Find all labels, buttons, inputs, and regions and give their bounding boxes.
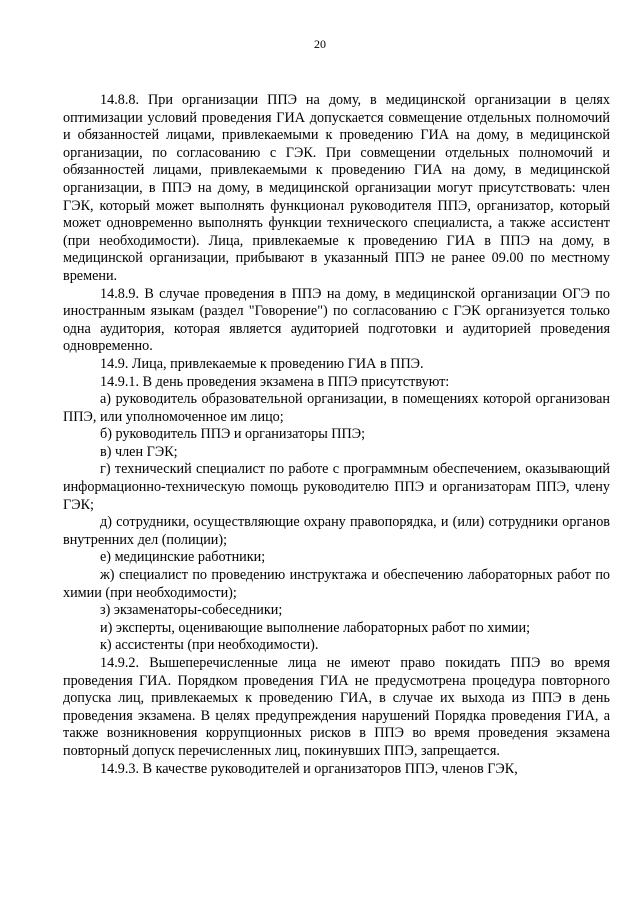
list-item-z: з) экзаменаторы-собеседники; [100, 602, 283, 619]
paragraph-14-9-1: 14.9.1. В день проведения экзамена в ППЭ присутствуют: [100, 373, 450, 390]
paragraph-14-9: 14.9. Лица, привлекаемые к проведению ГИА в ППЭ. [100, 355, 424, 372]
list-item-d: д) сотрудники, осуществляющие охрану правопорядка, и (или) сотрудники органов внутренних дел (полиции); [63, 514, 610, 548]
list-item-e: е) медицинские работники; [100, 549, 266, 566]
list-item-g: г) технический специалист по работе с программным обеспечением, оказывающий информационно-техническую помощь руководителю ППЭ и организаторам ППЭ, члену ГЭК; [63, 461, 610, 513]
list-item-v: в) член ГЭК; [100, 443, 178, 460]
list-item-k: к) ассистенты (при необходимости). [100, 637, 319, 654]
paragraph-14-8-8: 14.8.8. При организации ППЭ на дому, в медицинской организации в целях оптимизации условий проведения ГИА допускается совмещение отдельных полномочий и обязанностей лицами, привлекаемыми к проведению ГИА на дому, в медицинской организации, по согласованию с ГЭК. При совмещении отдельных полномочий и обязанностей лицами, привлекаемыми к проведению ГИА на дому, в медицинской организации, в ППЭ на дому, в медицинской организации могут присутствовать: член ГЭК, который может выполнять функционал руководителя ППЭ, организатор, который может одновременно выполнять функции технического специалиста, а также ассистент (при необходимости). Лица, привлекаемые к проведению ГИА в ППЭ на дому, в медицинской организации, прибывают в указанный ППЭ не ранее 09.00 по местному времени. [63, 92, 610, 284]
paragraph-14-9-3: 14.9.3. В качестве руководителей и организаторов ППЭ, членов ГЭК, [100, 760, 518, 777]
list-item-b: б) руководитель ППЭ и организаторы ППЭ; [100, 426, 366, 443]
list-item-zh: ж) специалист по проведению инструктажа и обеспечению лабораторных работ по химии (при необходимости); [63, 567, 610, 601]
page-number: 20 [314, 37, 326, 51]
paragraph-14-9-2: 14.9.2. Вышеперечисленные лица не имеют право покидать ППЭ во время проведения ГИА. Порядком проведения ГИА не предусмотрена процедура повторного допуска лиц, привлекаемых к проведению ГИА, в случае их выхода из ППЭ в день проведения экзамена. В целях предупреждения нарушений Порядка проведения ГИА, а также возникновения коррупционных рисков в ППЭ во время проведения экзамена повторный допуск перечисленных лиц, покинувших ППЭ, запрещается. [63, 655, 610, 759]
paragraph-14-8-9: 14.8.9. В случае проведения в ППЭ на дому, в медицинской организации ОГЭ по иностранным языкам (раздел "Говорение") по согласованию с ГЭК организуется только одна аудитория, которая является аудиторией подготовки и аудиторией проведения одновременно. [63, 285, 610, 355]
document-body [63, 92, 610, 778]
list-item-a: а) руководитель образовательной организации, в помещениях которой организован ППЭ, или уполномоченное им лицо; [63, 391, 610, 425]
list-item-i: и) эксперты, оценивающие выполнение лабораторных работ по химии; [100, 619, 531, 636]
